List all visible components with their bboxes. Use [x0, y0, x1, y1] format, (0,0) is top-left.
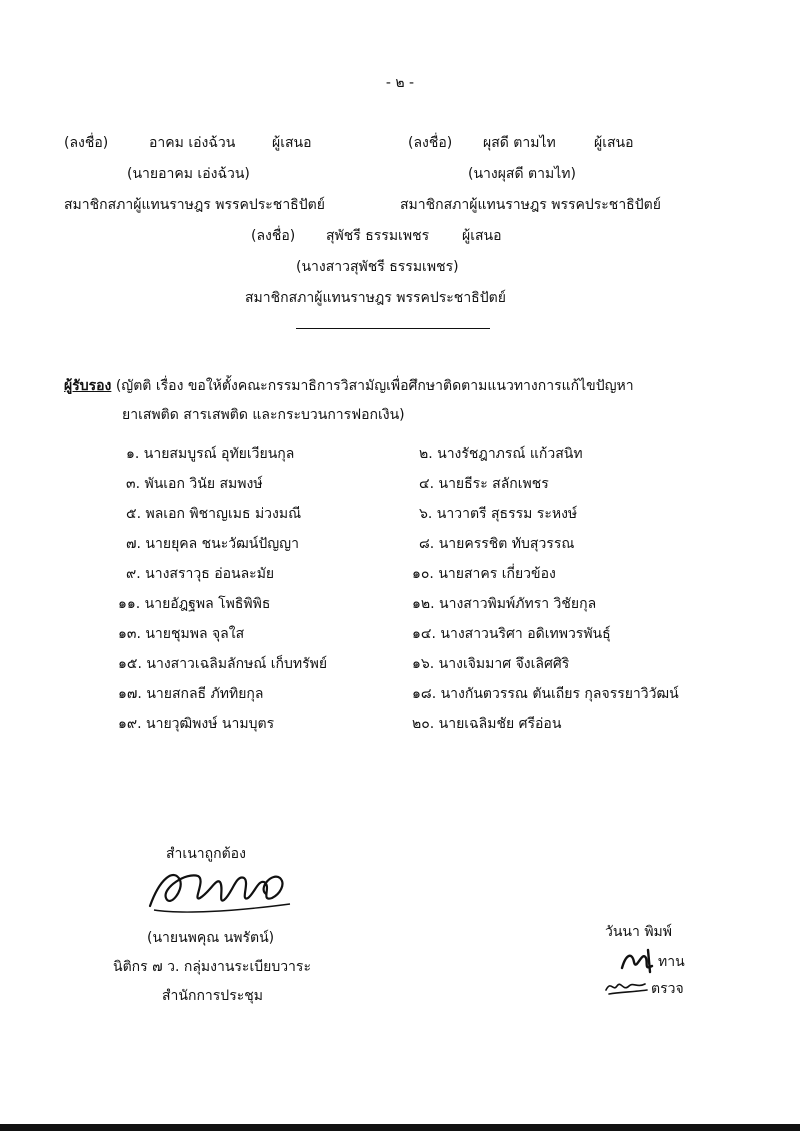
proposer-2-signature: ผุสดี ตามไท: [483, 135, 556, 151]
proposer-1-signature: อาคม เอ่งฉ้วน: [149, 135, 236, 151]
endorser-item-7: ๗. นายยุคล ชนะวัฒน์ปัญญา: [126, 536, 299, 552]
checker-initials: [618, 946, 658, 976]
endorsers-subject-line1: (ญัตติ เรื่อง ขอให้ตั้งคณะกรรมาธิการวิสามัญเพื่อศึกษาติดตามแนวทางการแก้ไขปัญหา: [115, 378, 634, 394]
endorser-item-3: ๓. พันเอก วินัย สมพงษ์: [126, 476, 263, 492]
endorser-item-15: ๑๕. นางสาวเฉลิมลักษณ์ เก็บทรัพย์: [118, 656, 328, 672]
endorser-item-10: ๑๐. นายสาคร เกี่ยวข้อง: [412, 566, 556, 582]
endorser-item-16: ๑๖. นางเจิมมาศ จึงเลิศศิริ: [412, 656, 570, 672]
endorsers-heading: ผู้รับรอง: [64, 378, 112, 394]
proposer-2-name: (นางผุสดี ตามไท): [468, 166, 576, 182]
endorser-item-12: ๑๒. นางสาวพิมพ์ภัทรา วิชัยกุล: [412, 596, 597, 612]
proposer-1-role: ผู้เสนอ: [272, 135, 312, 151]
clerk-check-label: ทาน: [658, 954, 685, 970]
endorser-item-8: ๘. นายครรชิต ทับสุวรรณ: [419, 536, 575, 552]
endorser-item-5: ๕. พลเอก พิชาญเมธ ม่วงมณี: [126, 506, 302, 522]
reviewer-initials: [603, 976, 649, 998]
endorser-item-9: ๙. นางสราวุธ อ่อนละมัย: [126, 566, 275, 582]
proposer-3-position: สมาชิกสภาผู้แทนราษฎร พรรคประชาธิปัตย์: [245, 290, 506, 306]
clerk-date-label: วันนา พิมพ์: [605, 924, 672, 940]
certified-copy-label: สำเนาถูกต้อง: [166, 846, 246, 862]
separator-line: [296, 328, 490, 329]
handwritten-signature: [140, 858, 300, 920]
proposer-2-sign-prefix: (ลงชื่อ): [408, 135, 453, 151]
endorser-item-20: ๒๐. นายเฉลิมชัย ศรีอ่อน: [412, 716, 562, 732]
certifier-name: (นายนพคุณ นพรัตน์): [147, 930, 275, 946]
endorser-item-11: ๑๑. นายอัฎฐพล โพธิพิพิธ: [118, 596, 271, 612]
endorsers-subject-line2: ยาเสพติด สารเสพติด และกระบวนการฟอกเงิน): [122, 407, 405, 423]
endorser-item-2: ๒. นางรัชฎาภรณ์ แก้วสนิท: [419, 446, 583, 462]
page-number: - ๒ -: [385, 75, 415, 91]
proposer-3-role: ผู้เสนอ: [462, 228, 502, 244]
scan-edge-bar: [0, 1124, 800, 1131]
endorser-item-14: ๑๔. นางสาวนริศา อดิเทพวรพันธุ์: [412, 626, 611, 642]
endorser-item-18: ๑๘. นางกันตวรรณ ตันเถียร กุลจรรยาวิวัฒน์: [412, 686, 679, 702]
proposer-3-sign-prefix: (ลงชื่อ): [251, 228, 296, 244]
endorser-item-17: ๑๗. นายสกลธี ภัททิยกุล: [118, 686, 264, 702]
certifier-office: สำนักการประชุม: [162, 988, 263, 1004]
endorsers-header: [64, 375, 634, 397]
endorser-item-6: ๖. นาวาตรี สุธรรม ระหงษ์: [419, 506, 578, 522]
certifier-position: นิติกร ๗ ว. กลุ่มงานระเบียบวาระ: [113, 959, 311, 975]
endorser-item-13: ๑๓. นายชุมพล จุลใส: [118, 626, 245, 642]
proposer-1-name: (นายอาคม เอ่งฉ้วน): [127, 166, 250, 182]
proposer-2-position: สมาชิกสภาผู้แทนราษฎร พรรคประชาธิปัตย์: [400, 197, 661, 213]
proposer-1-position: สมาชิกสภาผู้แทนราษฎร พรรคประชาธิปัตย์: [64, 197, 325, 213]
proposer-3-name: (นางสาวสุพัชรี ธรรมเพชร): [296, 259, 459, 275]
endorser-item-1: ๑. นายสมบูรณ์ อุทัยเวียนกุล: [126, 446, 295, 462]
clerk-review-label: ตรวจ: [651, 981, 684, 997]
proposer-2-role: ผู้เสนอ: [594, 135, 634, 151]
proposer-3-signature: สุพัชรี ธรรมเพชร: [326, 228, 430, 244]
proposer-1-sign-prefix: (ลงชื่อ): [64, 135, 109, 151]
endorser-item-4: ๔. นายธีระ สลักเพชร: [419, 476, 549, 492]
endorser-item-19: ๑๙. นายวุฒิพงษ์ นามบุตร: [118, 716, 275, 732]
